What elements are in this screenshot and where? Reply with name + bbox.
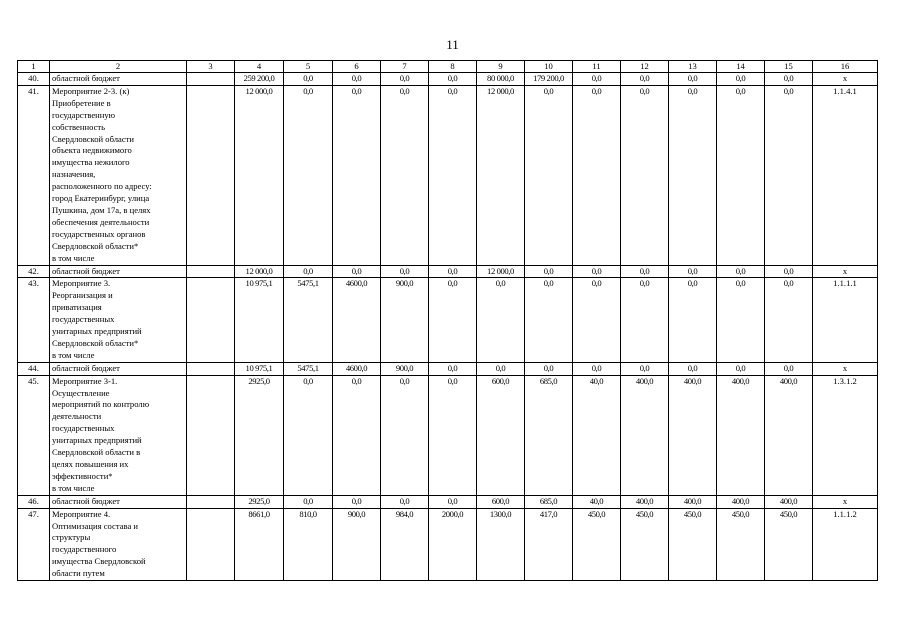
item-name-cell	[50, 375, 187, 495]
amount-cell: 0,0	[333, 265, 381, 278]
item-name-line: структуры	[52, 532, 91, 543]
amount-cell: 450,0	[573, 508, 621, 580]
item-name-line: в том числе	[52, 349, 95, 360]
amount-cell: 0,0	[669, 278, 717, 362]
amount-cell: 0,0	[573, 85, 621, 265]
item-name-line: целях повышения их	[52, 459, 129, 469]
target-code-cell: 1.1.4.1	[813, 85, 878, 265]
amount-cell: 2000,0	[429, 508, 477, 580]
amount-cell: 4600,0	[333, 278, 381, 362]
item-name-line: деятельности	[52, 411, 102, 422]
amount-cell: 0,0	[765, 278, 813, 362]
item-name-cell	[50, 85, 187, 265]
amount-cell: 0,0	[525, 362, 573, 375]
amount-cell: 0,0	[429, 362, 477, 375]
row-number-cell: 40.	[18, 73, 50, 86]
amount-cell: 900,0	[333, 508, 381, 580]
item-name-line: собственность	[52, 121, 106, 132]
amount-cell: 0,0	[621, 362, 669, 375]
amount-cell: 0,0	[573, 265, 621, 278]
item-name-cell	[50, 362, 187, 375]
amount-cell: 400,0	[717, 495, 765, 508]
amount-cell: 0,0	[381, 73, 429, 86]
row-number-cell: 45.	[18, 375, 50, 495]
column-3-cell	[187, 495, 235, 508]
amount-cell: 0,0	[765, 85, 813, 265]
amount-cell: 450,0	[717, 508, 765, 580]
item-name-line: приватизация	[52, 302, 102, 313]
item-name-line: областной бюджет	[52, 265, 120, 276]
amount-cell: 0,0	[717, 278, 765, 362]
amount-cell: 0,0	[381, 85, 429, 265]
item-name-line: объекта недвижимого	[52, 145, 132, 156]
item-name-line: государственных	[52, 423, 115, 434]
amount-cell: 0,0	[333, 73, 381, 86]
item-name-line: имущества Свердловской	[52, 556, 146, 567]
target-code-cell: 1.1.1.2	[813, 508, 878, 580]
table-row	[18, 85, 878, 265]
column-header-cell: 14	[717, 61, 765, 73]
row-number-cell: 41.	[18, 85, 50, 265]
item-name-line: областной бюджет	[52, 495, 120, 506]
row-number-cell: 42.	[18, 265, 50, 278]
budget-table	[17, 60, 878, 581]
item-name-cell	[50, 508, 187, 580]
amount-cell: 2925,0	[235, 375, 284, 495]
column-header-cell: 10	[525, 61, 573, 73]
item-name-line: город Екатеринбург, улица	[52, 193, 150, 204]
amount-cell: 0,0	[284, 495, 333, 508]
column-header-row	[18, 61, 878, 73]
item-name-line: эффективности*	[52, 470, 113, 481]
amount-cell: 900,0	[381, 362, 429, 375]
column-3-cell	[187, 85, 235, 265]
amount-cell: 0,0	[525, 278, 573, 362]
target-code-cell: 1.3.1.2	[813, 375, 878, 495]
amount-cell: 0,0	[477, 278, 525, 362]
item-name-line: Мероприятие 4.	[52, 508, 111, 519]
item-name-line: Мероприятие 2-3. (к)	[52, 85, 130, 96]
amount-cell: 0,0	[669, 85, 717, 265]
item-name-line: областной бюджет	[52, 362, 120, 373]
amount-cell: 0,0	[381, 265, 429, 278]
amount-cell: 1300,0	[477, 508, 525, 580]
amount-cell: 40,0	[573, 495, 621, 508]
amount-cell: 0,0	[284, 73, 333, 86]
amount-cell: 600,0	[477, 495, 525, 508]
amount-cell: 12 000,0	[235, 265, 284, 278]
amount-cell: 0,0	[429, 495, 477, 508]
column-header-cell: 1	[18, 61, 50, 73]
amount-cell: 685,0	[525, 495, 573, 508]
amount-cell: 810,0	[284, 508, 333, 580]
item-name-cell	[50, 265, 187, 278]
item-name-line: Мероприятие 3-1.	[52, 375, 118, 386]
amount-cell: 0,0	[573, 278, 621, 362]
amount-cell: 0,0	[381, 375, 429, 495]
item-name-line: назначения,	[52, 169, 96, 180]
amount-cell: 0,0	[429, 375, 477, 495]
amount-cell: 40,0	[573, 375, 621, 495]
item-name-line: Осуществление	[52, 387, 110, 398]
column-header-cell: 11	[573, 61, 621, 73]
amount-cell: 0,0	[717, 85, 765, 265]
amount-cell: 2925,0	[235, 495, 284, 508]
amount-cell: 600,0	[477, 375, 525, 495]
item-name-cell	[50, 278, 187, 362]
row-number-cell: 47.	[18, 508, 50, 580]
amount-cell: 12 000,0	[235, 85, 284, 265]
amount-cell: 0,0	[765, 362, 813, 375]
amount-cell: 0,0	[525, 265, 573, 278]
amount-cell: 0,0	[429, 73, 477, 86]
amount-cell: 685,0	[525, 375, 573, 495]
item-name-line: Свердловской области*	[52, 337, 139, 348]
column-header-cell: 15	[765, 61, 813, 73]
amount-cell: 0,0	[717, 73, 765, 86]
column-header-cell: 7	[381, 61, 429, 73]
item-name-line: областной бюджет	[52, 73, 120, 83]
amount-cell: 0,0	[765, 73, 813, 86]
item-name-line: Свердловской области	[52, 133, 135, 144]
amount-cell: 80 000,0	[477, 73, 525, 86]
table-row	[18, 362, 878, 375]
amount-cell: 4600,0	[333, 362, 381, 375]
item-name-line: имущества нежилого	[52, 157, 130, 168]
amount-cell: 12 000,0	[477, 85, 525, 265]
amount-cell: 0,0	[525, 85, 573, 265]
amount-cell: 400,0	[621, 375, 669, 495]
amount-cell: 0,0	[381, 495, 429, 508]
item-name-line: унитарных предприятий	[52, 326, 142, 337]
amount-cell: 400,0	[621, 495, 669, 508]
amount-cell: 984,0	[381, 508, 429, 580]
item-name-line: Свердловской области в	[52, 447, 141, 458]
column-header-cell: 13	[669, 61, 717, 73]
target-code-cell: x	[813, 495, 878, 508]
column-3-cell	[187, 73, 235, 86]
item-name-line: Свердловской области*	[52, 240, 139, 251]
table-row	[18, 73, 878, 86]
target-code-cell: x	[813, 362, 878, 375]
amount-cell: 259 200,0	[235, 73, 284, 86]
item-name-line: унитарных предприятий	[52, 435, 142, 446]
amount-cell: 0,0	[333, 495, 381, 508]
amount-cell: 0,0	[573, 362, 621, 375]
table-row	[18, 508, 878, 580]
item-name-line: государственного	[52, 544, 117, 555]
item-name-line: в том числе	[52, 482, 95, 493]
amount-cell: 0,0	[717, 265, 765, 278]
target-code-cell: 1.1.1.1	[813, 278, 878, 362]
amount-cell: 0,0	[765, 265, 813, 278]
target-code-cell: x	[813, 265, 878, 278]
amount-cell: 0,0	[429, 265, 477, 278]
column-3-cell	[187, 508, 235, 580]
item-name-line: Приобретение в	[52, 97, 111, 108]
column-header-cell: 16	[813, 61, 878, 73]
amount-cell: 0,0	[429, 85, 477, 265]
row-number-cell: 46.	[18, 495, 50, 508]
amount-cell: 0,0	[284, 265, 333, 278]
amount-cell: 0,0	[333, 375, 381, 495]
amount-cell: 0,0	[429, 278, 477, 362]
amount-cell: 417,0	[525, 508, 573, 580]
column-3-cell	[187, 265, 235, 278]
column-3-cell	[187, 375, 235, 495]
item-name-line: области путем	[52, 568, 105, 579]
amount-cell: 0,0	[621, 278, 669, 362]
amount-cell: 400,0	[669, 495, 717, 508]
amount-cell: 400,0	[765, 375, 813, 495]
amount-cell: 0,0	[284, 375, 333, 495]
item-name-line: государственных	[52, 314, 115, 325]
column-header-cell: 5	[284, 61, 333, 73]
table-row	[18, 278, 878, 362]
item-name-line: расположенного по адресу:	[52, 181, 152, 192]
item-name-line: государственных органов	[52, 228, 146, 239]
amount-cell: 10 975,1	[235, 278, 284, 362]
amount-cell: 450,0	[621, 508, 669, 580]
column-header-cell: 9	[477, 61, 525, 73]
amount-cell: 0,0	[669, 265, 717, 278]
row-number-cell: 44.	[18, 362, 50, 375]
item-name-line: мероприятий по контролю	[52, 399, 150, 410]
item-name-line: в том числе	[52, 252, 95, 263]
amount-cell: 0,0	[573, 73, 621, 86]
amount-cell: 400,0	[717, 375, 765, 495]
amount-cell: 0,0	[621, 265, 669, 278]
column-header-cell: 4	[235, 61, 284, 73]
amount-cell: 450,0	[765, 508, 813, 580]
item-name-line: Мероприятие 3.	[52, 278, 111, 289]
column-header-cell: 2	[50, 61, 187, 73]
item-name-line: государственную	[52, 109, 116, 120]
item-name-cell	[50, 73, 187, 86]
amount-cell: 8661,0	[235, 508, 284, 580]
column-header-cell: 6	[333, 61, 381, 73]
amount-cell: 0,0	[477, 362, 525, 375]
amount-cell: 0,0	[669, 73, 717, 86]
item-name-line: Пушкина, дом 17а, в целях	[52, 204, 151, 215]
amount-cell: 5475,1	[284, 278, 333, 362]
amount-cell: 0,0	[284, 85, 333, 265]
table-row	[18, 265, 878, 278]
amount-cell: 5475,1	[284, 362, 333, 375]
item-name-line: Реорганизация и	[52, 290, 113, 301]
column-header-cell: 3	[187, 61, 235, 73]
amount-cell: 900,0	[381, 278, 429, 362]
amount-cell: 179 200,0	[525, 73, 573, 86]
amount-cell: 0,0	[621, 85, 669, 265]
column-header-cell: 8	[429, 61, 477, 73]
row-number-cell: 43.	[18, 278, 50, 362]
column-header-cell: 12	[621, 61, 669, 73]
table-row	[18, 375, 878, 495]
page-number: 11	[446, 37, 459, 52]
amount-cell: 0,0	[669, 362, 717, 375]
amount-cell: 10 975,1	[235, 362, 284, 375]
amount-cell: 0,0	[717, 362, 765, 375]
amount-cell: 450,0	[669, 508, 717, 580]
item-name-line: Оптимизация состава и	[52, 520, 139, 531]
amount-cell: 400,0	[765, 495, 813, 508]
amount-cell: 0,0	[333, 85, 381, 265]
column-3-cell	[187, 278, 235, 362]
amount-cell: 0,0	[621, 73, 669, 86]
target-code-cell: x	[813, 73, 878, 86]
item-name-cell	[50, 495, 187, 508]
table-row	[18, 495, 878, 508]
amount-cell: 400,0	[669, 375, 717, 495]
item-name-line: обеспечения деятельности	[52, 216, 150, 227]
amount-cell: 12 000,0	[477, 265, 525, 278]
column-3-cell	[187, 362, 235, 375]
